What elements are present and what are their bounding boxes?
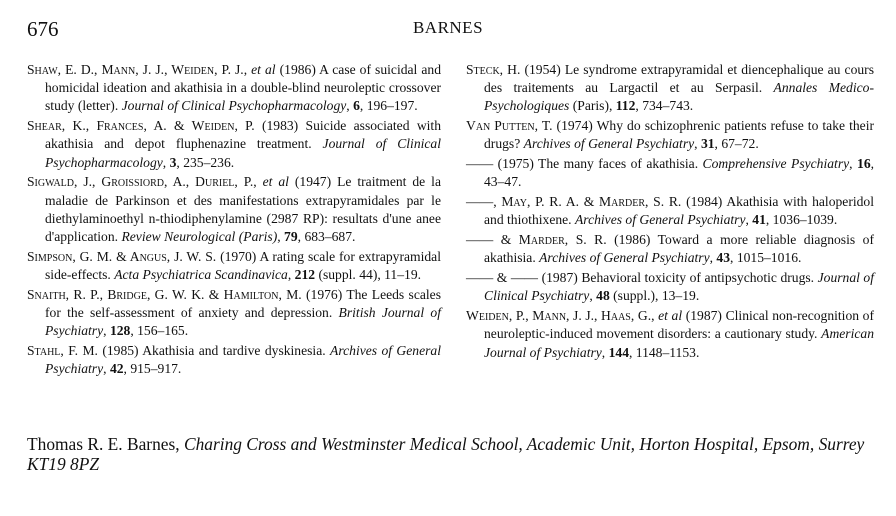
reference-title: (1987) Clinical non-recognition of neuroleptic-induced movement disorders: a cautionary study.	[484, 308, 874, 342]
reference-entry	[27, 248, 441, 284]
reference-authors: Steck, H.	[466, 62, 521, 77]
reference-entry	[466, 231, 874, 267]
reference-pages: , 67–72.	[714, 136, 759, 152]
reference-authors: Shear, K., Frances, A. & Weiden, P.	[27, 118, 255, 134]
reference-title: (1954) Le syndrome extrapyramidal et diencephalique au cours des traitements au Largactil et au Serpasil.	[484, 62, 874, 96]
reference-journal: British Journal of Psychiatry	[45, 305, 441, 339]
reference-title: (1976) The Leeds scales for the self-assessment of anxiety and depression.	[45, 286, 441, 321]
reference-volume: 43	[716, 250, 731, 266]
reference-punctuation: ,	[601, 344, 609, 360]
reference-authors: ——, May, P. R. A. & Marder, S. R.	[466, 194, 682, 210]
reference-punctuation: ,	[103, 361, 110, 377]
reference-volume: 16	[857, 156, 871, 172]
reference-volume: 31	[700, 136, 715, 152]
reference-pages: , 915–917.	[123, 361, 182, 377]
reference-pages: , 734–743.	[635, 98, 694, 114]
reference-pages: , 1148–1153.	[628, 344, 700, 360]
author-name: Thomas R. E. Barnes,	[27, 434, 184, 454]
reference-pages: , 1036–1039.	[765, 212, 838, 228]
reference-et-al: et al	[251, 62, 276, 77]
reference-journal: Archives of General Psychiatry	[45, 343, 441, 377]
reference-authors: —— & ——	[466, 270, 539, 286]
reference-entry	[27, 173, 441, 246]
reference-list-right	[466, 61, 874, 363]
reference-title: (1970) A rating scale for extrapyramidal side-effects.	[45, 248, 441, 283]
reference-title: (1947) Le traitment de la maladie de Parkinson et des manifestations extrapyramidales par le diethylaminoethyl n-thiodiphenylamine (2987 RP): resultats d'une anee d'application.	[45, 174, 441, 245]
reference-punctuation: ,	[103, 323, 110, 339]
reference-punctuation: ,	[849, 156, 858, 172]
reference-punctuation: ,	[277, 229, 285, 245]
reference-title: (1986) Toward a more reliable diagnosis of akathisia.	[484, 232, 874, 266]
reference-punctuation: ,	[162, 154, 170, 170]
reference-entry	[466, 269, 874, 305]
reference-volume: 212	[294, 267, 316, 283]
reference-journal: Acta Psychiatrica Scandinavica	[114, 267, 288, 283]
reference-volume: 41	[752, 212, 766, 228]
reference-title: (1983) Suicide associated with akathisia and depot fluphenazine treatment.	[45, 118, 441, 152]
reference-pages: , 43–47.	[484, 156, 875, 190]
reference-entry	[466, 307, 874, 362]
reference-entry	[466, 193, 874, 229]
reference-pages: (suppl. 44), 11–19.	[315, 267, 422, 283]
reference-authors: ——	[466, 156, 494, 172]
reference-journal: American Journal of Psychiatry	[484, 326, 874, 360]
reference-entry	[27, 117, 441, 172]
reference-authors: —— & Marder, S. R.	[466, 232, 607, 248]
reference-journal: Archives of General Psychiatry	[539, 250, 710, 266]
reference-et-al: et al	[262, 174, 289, 190]
reference-pages: , 235–236.	[176, 154, 235, 170]
reference-journal: Archives of General Psychiatry	[574, 212, 746, 228]
reference-authors: Van Putten, T.	[466, 118, 553, 134]
reference-authors: Sigwald, J., Groissiord, A., Duriel, P.,	[27, 174, 263, 190]
reference-entry	[27, 61, 441, 116]
reference-journal: Journal of Clinical Psychopharmacology	[121, 98, 347, 114]
reference-volume: 42	[109, 361, 124, 377]
reference-pages: , 683–687.	[297, 229, 356, 245]
reference-authors: Snaith, R. P., Bridge, G. W. K. & Hamilton, M.	[27, 286, 302, 302]
reference-journal: Annales Medico-Psychologiques	[484, 80, 874, 114]
reference-punctuation: ,	[745, 212, 753, 228]
reference-punctuation: ,	[709, 250, 717, 266]
reference-et-al: et al	[658, 308, 683, 324]
reference-entry	[466, 61, 874, 116]
reference-punctuation: ,	[589, 288, 597, 304]
reference-journal: Journal of Clinical Psychopharmacology	[45, 136, 441, 170]
reference-title: (1987) Behavioral toxicity of antipsychotic drugs.	[538, 270, 818, 286]
reference-punctuation: (Paris),	[569, 98, 616, 114]
reference-list-left	[27, 61, 441, 380]
reference-pages: , 1015–1016.	[730, 250, 802, 266]
reference-authors: Stahl, F. M.	[27, 343, 98, 359]
reference-entry	[466, 155, 874, 191]
reference-volume: 112	[615, 98, 636, 114]
reference-journal: Review Neurological (Paris)	[121, 229, 278, 245]
reference-volume: 79	[284, 229, 298, 245]
reference-entry	[466, 117, 874, 153]
reference-pages: (suppl.), 13–19.	[609, 288, 700, 304]
page-number: 676	[27, 17, 59, 41]
reference-pages: , 156–165.	[130, 323, 189, 339]
reference-title: (1975) The many faces of akathisia.	[493, 156, 703, 172]
author-affiliation	[27, 434, 877, 474]
reference-authors: Weiden, P., Mann, J. J., Haas, G.,	[466, 308, 659, 324]
running-head: BARNES	[412, 18, 484, 37]
reference-authors: Simpson, G. M. & Angus, J. W. S.	[27, 248, 217, 264]
reference-punctuation: ,	[694, 136, 701, 152]
reference-authors: Shaw, E. D., Mann, J. J., Weiden, P. J.,	[27, 62, 252, 77]
reference-title: (1984) Akathisia with haloperidol and thiothixene.	[484, 194, 874, 228]
reference-title: (1974) Why do schizophrenic patients refuse to take their drugs?	[484, 118, 874, 152]
reference-journal: Journal of Clinical Psychiatry	[484, 270, 875, 304]
reference-volume: 144	[608, 344, 629, 360]
reference-title: (1986) A case of suicidal and homicidal ideation and akathisia in a double-blind neuroleptic crossover study (letter).	[45, 62, 441, 114]
reference-volume: 128	[109, 323, 131, 339]
reference-title: (1985) Akathisia and tardive dyskinesia.	[97, 343, 331, 359]
reference-journal: Archives of General Psychiatry	[523, 136, 695, 152]
reference-punctuation: ,	[346, 98, 354, 114]
reference-volume: 48	[596, 288, 610, 304]
reference-volume: 3	[169, 154, 177, 170]
reference-entry	[27, 342, 441, 378]
institution-address: Charing Cross and Westminster Medical School, Academic Unit, Horton Hospital, Epsom, Surrey KT19 8PZ	[27, 434, 865, 474]
reference-entry	[27, 286, 441, 341]
reference-journal: Comprehensive Psychiatry	[702, 156, 850, 172]
reference-punctuation: ,	[287, 267, 295, 283]
reference-pages: , 196–197.	[359, 98, 418, 114]
reference-volume: 6	[353, 98, 360, 114]
